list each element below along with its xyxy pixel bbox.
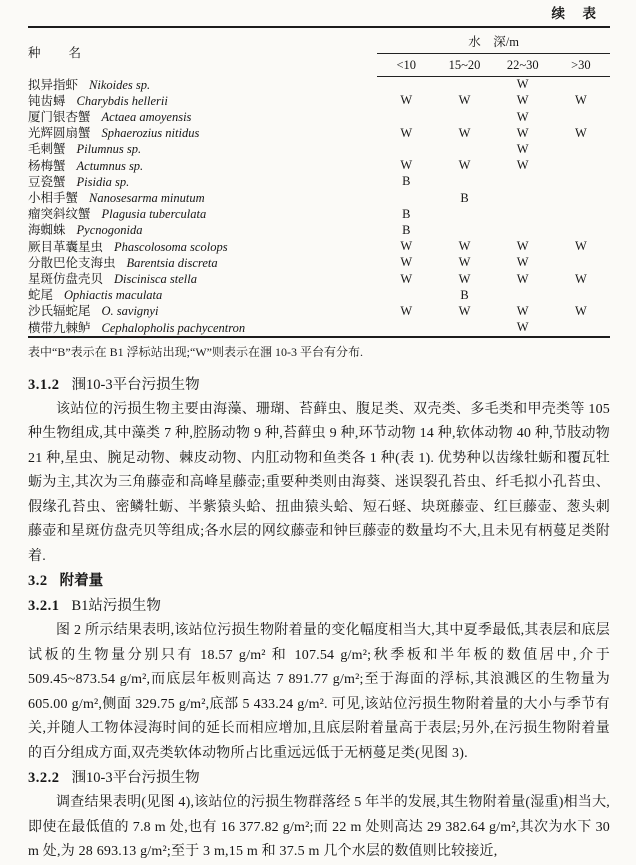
depth-mark: W bbox=[458, 255, 471, 270]
depth-mark: W bbox=[400, 303, 413, 318]
depth-mark bbox=[435, 109, 493, 125]
section-number: 3.1.2 bbox=[28, 376, 60, 393]
table-header-row-1 bbox=[28, 27, 610, 54]
depth-mark: W bbox=[458, 93, 471, 108]
depth-mark: W bbox=[516, 271, 529, 286]
section-heading-3-2-2 bbox=[28, 766, 610, 791]
section-number: 3.2.2 bbox=[28, 770, 60, 787]
section-title: 涠10-3平台污损生物 bbox=[71, 376, 200, 393]
depth-mark: W bbox=[516, 303, 529, 318]
species-latin-name: Cephalopholis pachycentron bbox=[101, 320, 246, 335]
depth-mark: W bbox=[516, 109, 529, 124]
depth-mark bbox=[377, 77, 435, 93]
table-row bbox=[28, 222, 610, 238]
depth-mark bbox=[552, 287, 610, 303]
depth-mark bbox=[494, 174, 552, 190]
table-row bbox=[28, 320, 610, 337]
species-chinese-name: 横带九棘鲈 bbox=[28, 320, 91, 335]
table-row bbox=[28, 125, 610, 141]
table-row bbox=[28, 206, 610, 222]
species-chinese-name: 厦门银杏蟹 bbox=[28, 109, 91, 124]
depth-mark bbox=[494, 287, 552, 303]
section-heading-3-1-2 bbox=[28, 373, 610, 398]
species-distribution-table bbox=[28, 26, 610, 338]
depth-col-gt30: >30 bbox=[552, 54, 610, 77]
species-chinese-name: 拟异指虾 bbox=[28, 77, 79, 92]
depth-mark bbox=[552, 190, 610, 206]
depth-mark: W bbox=[458, 125, 471, 140]
section-title: 附着量 bbox=[59, 573, 104, 590]
table-row bbox=[28, 77, 610, 93]
table-row bbox=[28, 190, 610, 206]
depth-mark: W bbox=[458, 303, 471, 318]
species-column-header: 种 名 bbox=[28, 46, 83, 61]
species-latin-name: Barentsia discreta bbox=[126, 255, 218, 270]
species-latin-name: Actaea amoyensis bbox=[101, 109, 192, 124]
table-row bbox=[28, 158, 610, 174]
species-chinese-name: 星斑仿盘壳贝 bbox=[28, 271, 104, 286]
depth-col-15-20: 15~20 bbox=[435, 54, 493, 77]
species-chinese-name: 杨梅蟹 bbox=[28, 158, 66, 173]
depth-mark bbox=[377, 190, 435, 206]
depth-mark bbox=[552, 255, 610, 271]
depth-mark: W bbox=[574, 93, 587, 108]
body-text bbox=[28, 373, 610, 865]
depth-mark bbox=[435, 206, 493, 222]
species-latin-name: Sphaerozius nitidus bbox=[101, 126, 200, 141]
species-latin-name: Discinisca stella bbox=[114, 271, 197, 286]
depth-mark: W bbox=[516, 255, 529, 270]
section-number: 3.2.1 bbox=[28, 598, 60, 615]
depth-mark bbox=[552, 141, 610, 157]
depth-mark bbox=[494, 206, 552, 222]
table-row bbox=[28, 255, 610, 271]
depth-mark bbox=[552, 222, 610, 238]
species-chinese-name: 海蜘蛛 bbox=[28, 223, 66, 238]
table-row bbox=[28, 109, 610, 125]
depth-mark: W bbox=[574, 303, 587, 318]
table-row bbox=[28, 287, 610, 303]
section-heading-3-2-1 bbox=[28, 594, 610, 619]
species-latin-name: Nanosesarma minutum bbox=[89, 190, 205, 205]
species-chinese-name: 厥目革囊星虫 bbox=[28, 239, 104, 254]
species-latin-name: Charybdis hellerii bbox=[76, 93, 168, 108]
species-chinese-name: 光辉圆扇蟹 bbox=[28, 126, 91, 141]
depth-mark bbox=[435, 320, 493, 337]
depth-mark: W bbox=[400, 93, 413, 108]
depth-mark bbox=[435, 174, 493, 190]
depth-mark: W bbox=[516, 158, 529, 173]
depth-mark bbox=[435, 141, 493, 157]
species-latin-name: Pisidia sp. bbox=[76, 174, 130, 189]
depth-mark bbox=[377, 320, 435, 337]
species-chinese-name: 分散巴伦支海虫 bbox=[28, 255, 116, 270]
depth-mark: W bbox=[516, 239, 529, 254]
depth-mark: W bbox=[458, 158, 471, 173]
depth-mark: W bbox=[574, 125, 587, 140]
species-latin-name: Ophiactis maculata bbox=[64, 288, 163, 303]
depth-mark: W bbox=[516, 77, 529, 92]
paragraph-3-1-2: 该站位的污损生物主要由海藻、珊瑚、苔藓虫、腹足类、双壳类、多毛类和甲壳类等 105 种生物组成,其中藻类 7 种,腔肠动物 9 种,苔藓虫 9 种,环节动物 14 种,软体动物 40 种,节肢动物 21 种,星虫、腕足动物、棘皮动物、内肛动物和鱼类各 1 种(表 1). 优势种以齿缘牡蛎和覆瓦牡蛎为主,其次为三角藤壶和高峰星藤壶;重要种类则由海葵、迷误裂孔苔虫、纤毛拟小孔苔虫、假缘孔苔虫、密鳞牡蛎、半紫猿头蛤、扭曲猿头蛤、短石蛏、块斑藤壶、红巨藤壶、葱头刺藤壶和星斑仿盘壳贝等组成;各水层的网纹藤壶和钟巨藤壶的数量均不大,且未见有柄蔓足类附着. bbox=[28, 401, 610, 564]
depth-mark: W bbox=[400, 239, 413, 254]
species-chinese-name: 沙氏辐蛇尾 bbox=[28, 304, 91, 319]
table-row bbox=[28, 303, 610, 319]
depth-mark bbox=[552, 206, 610, 222]
depth-mark: W bbox=[516, 93, 529, 108]
depth-mark: B bbox=[402, 174, 411, 189]
depth-mark bbox=[494, 190, 552, 206]
section-title: B1站污损生物 bbox=[71, 598, 161, 615]
depth-mark bbox=[435, 77, 493, 93]
depth-mark: W bbox=[400, 125, 413, 140]
table-row bbox=[28, 174, 610, 190]
depth-mark bbox=[552, 158, 610, 174]
species-chinese-name: 钝齿蟳 bbox=[28, 93, 66, 108]
depth-mark: B bbox=[402, 206, 411, 221]
depth-mark bbox=[552, 320, 610, 337]
depth-mark: B bbox=[460, 287, 469, 302]
depth-col-22-30: 22~30 bbox=[494, 54, 552, 77]
species-chinese-name: 小相手蟹 bbox=[28, 190, 79, 205]
depth-mark bbox=[552, 77, 610, 93]
species-latin-name: O. savignyi bbox=[101, 304, 159, 319]
table-row bbox=[28, 141, 610, 157]
depth-mark: W bbox=[400, 255, 413, 270]
depth-mark: W bbox=[574, 239, 587, 254]
species-chinese-name: 蛇尾 bbox=[28, 288, 54, 303]
section-title: 涠10-3平台污损生物 bbox=[71, 770, 200, 787]
depth-mark bbox=[494, 222, 552, 238]
depth-mark bbox=[377, 141, 435, 157]
section-heading-3-2 bbox=[28, 569, 610, 594]
depth-mark bbox=[552, 174, 610, 190]
depth-mark: W bbox=[458, 271, 471, 286]
depth-mark: W bbox=[516, 320, 529, 335]
depth-mark: B bbox=[460, 190, 469, 205]
depth-mark: B bbox=[402, 222, 411, 237]
depth-mark: W bbox=[516, 125, 529, 140]
depth-mark: W bbox=[400, 158, 413, 173]
depth-mark bbox=[377, 109, 435, 125]
species-latin-name: Plagusia tuberculata bbox=[101, 207, 207, 222]
table-footnote: 表中“B”表示在 B1 浮标站出现;“W”则表示在涠 10-3 平台有分布. bbox=[28, 344, 363, 359]
table-row bbox=[28, 271, 610, 287]
paragraph-3-2-1: 图 2 所示结果表明,该站位污损生物附着量的变化幅度相当大,其中夏季最低,其表层和底层试板的生物量分别只有 18.57 g/m² 和 107.54 g/m²;秋季板和半年板的数值居中,介于 509.45~873.54 g/m²,而底层年板则高达 7 891.77 g/m²;至于海面的浮标,其浪溅区的生物量为 605.00 g/m²,侧面 329.75 g/m²,底部 5 433.24 g/m². 可见,该站位污损生物附着量的大小与季节有关,并随人工物体浸海时间的延长而相应增加,且底层附着量高于表层;另外,在污损生物附着量的百分组成方面,双壳类软体动物所占比重远远低于无柄蔓足类(见图 3). bbox=[28, 623, 610, 761]
table-row bbox=[28, 93, 610, 109]
depth-col-lt10: <10 bbox=[377, 54, 435, 77]
species-chinese-name: 豆瓷蟹 bbox=[28, 174, 66, 189]
species-latin-name: Pilumnus sp. bbox=[76, 142, 142, 157]
depth-mark bbox=[435, 222, 493, 238]
species-latin-name: Pycnogonida bbox=[76, 223, 143, 238]
depth-mark: W bbox=[574, 271, 587, 286]
species-latin-name: Phascolosoma scolops bbox=[114, 239, 228, 254]
paragraph-3-2-2: 调查结果表明(见图 4),该站位的污损生物群落经 5 年半的发展,其生物附着量(湿重)相当大,即使在最低值的 7.8 m 处,也有 16 377.82 g/m²;而 22 m 处则高达 29 382.64 g/m²,其次为水下 30 m 处,为 28 693.13 g/m²;至于 3 m,15 m 和 37.5 m 几个水层的数值则比较接近, bbox=[28, 795, 610, 860]
table-continued-label: 续 表 bbox=[551, 6, 598, 21]
depth-mark bbox=[377, 287, 435, 303]
depth-group-header: 水 深/m bbox=[377, 27, 610, 54]
depth-mark: W bbox=[516, 141, 529, 156]
species-latin-name: Actumnus sp. bbox=[76, 158, 144, 173]
species-latin-name: Nikoides sp. bbox=[89, 77, 151, 92]
species-chinese-name: 瘤突斜纹蟹 bbox=[28, 207, 91, 222]
section-number: 3.2 bbox=[28, 573, 48, 590]
depth-mark bbox=[552, 109, 610, 125]
species-chinese-name: 毛刺蟹 bbox=[28, 142, 66, 157]
depth-mark: W bbox=[458, 239, 471, 254]
depth-mark: W bbox=[400, 271, 413, 286]
table-row bbox=[28, 239, 610, 255]
